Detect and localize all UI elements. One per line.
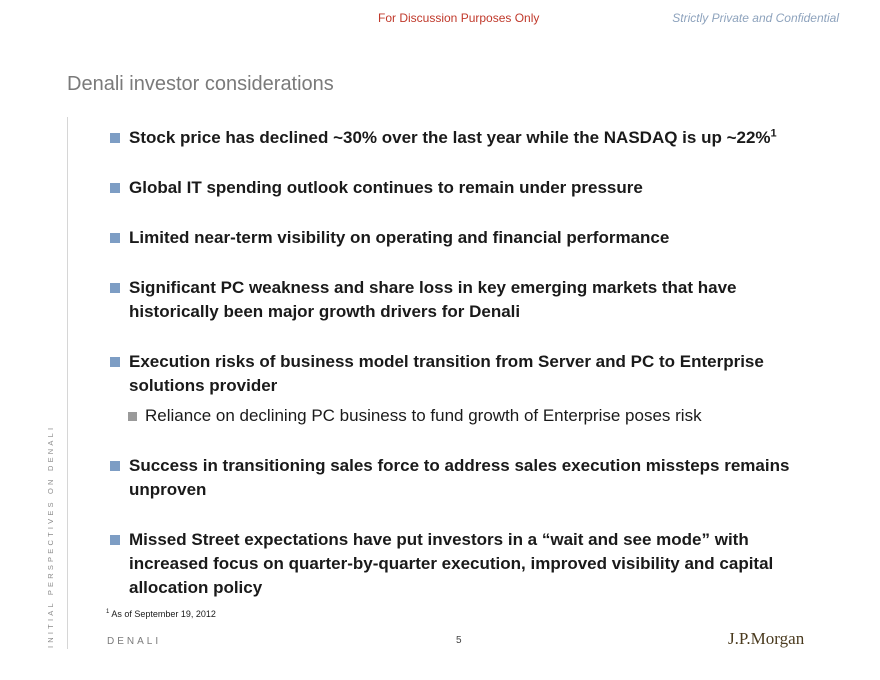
bullet-text: Missed Street expectations have put investors in a “wait and see mode” with increased focus on quarter-by-quarter execution, improved visibility and capital allocation policy xyxy=(129,530,774,597)
footnote-text: As of September 19, 2012 xyxy=(111,609,216,619)
page-number: 5 xyxy=(456,635,462,646)
confidential-label: Strictly Private and Confidential xyxy=(672,11,839,25)
bullet-item xyxy=(108,176,828,200)
bullet-text: Stock price has declined ~30% over the last year while the NASDAQ is up ~22% xyxy=(129,128,771,147)
side-section-label: INITIAL PERSPECTIVES ON DENALI xyxy=(46,424,55,648)
bullet-square-icon xyxy=(110,183,120,193)
footnote-marker: 1 xyxy=(106,609,110,615)
footnote xyxy=(106,609,216,619)
bullet-square-icon xyxy=(110,461,120,471)
bullet-item xyxy=(108,528,828,600)
bullet-square-icon xyxy=(110,133,120,143)
bullet-square-icon xyxy=(110,283,120,293)
bullet-text: Limited near-term visibility on operating and financial performance xyxy=(129,228,670,247)
bullet-item xyxy=(108,126,828,150)
bullet-text: Global IT spending outlook continues to remain under pressure xyxy=(129,178,643,197)
page-title: Denali investor considerations xyxy=(67,73,334,95)
bullet-text: Success in transitioning sales force to address sales execution missteps remains unproven xyxy=(129,456,790,499)
discussion-purposes-label: For Discussion Purposes Only xyxy=(378,11,540,25)
bullet-square-icon xyxy=(110,233,120,243)
bullet-square-icon xyxy=(110,535,120,545)
bullet-text: Execution risks of business model transition from Server and PC to Enterprise solutions provider xyxy=(129,352,764,395)
bullet-square-icon xyxy=(110,357,120,367)
side-divider xyxy=(67,117,68,649)
jpmorgan-logo: J.P.Morgan xyxy=(728,629,805,648)
bullet-list xyxy=(108,126,828,626)
sub-bullet-item xyxy=(128,404,828,428)
bullet-item xyxy=(108,276,828,324)
bullet-item xyxy=(108,350,828,398)
bullet-item xyxy=(108,226,828,250)
sub-bullet-square-icon xyxy=(128,412,137,421)
footer-label: DENALI xyxy=(107,636,162,647)
bullet-text: Significant PC weakness and share loss in key emerging markets that have historically been major growth drivers for Denali xyxy=(129,278,737,321)
footnote-reference: 1 xyxy=(770,127,777,140)
sub-bullet-text: Reliance on declining PC business to fund growth of Enterprise poses risk xyxy=(145,406,702,425)
bullet-item xyxy=(108,454,828,502)
